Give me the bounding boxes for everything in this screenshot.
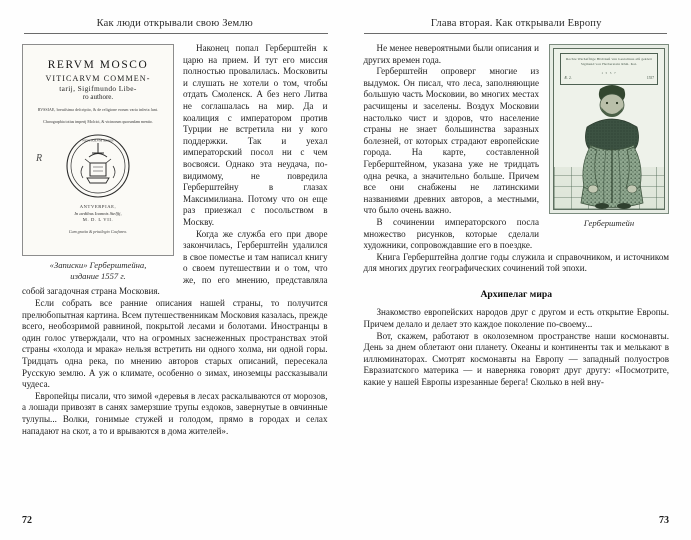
portrait-banner-line-2: Sigmund von Herberstain Röm. Kai.: [580, 61, 638, 66]
portrait-engraving: [549, 44, 669, 214]
svg-text:NON SOLVM ARMIS: NON SOLVM ARMIS: [82, 138, 114, 143]
title-line-4: ro authore.: [82, 92, 114, 101]
margin-mark-letter: R: [36, 153, 43, 164]
paragraph: Наконец попал Герберштейн к царю на прием. И тут его миссия полностью провалилась. Московиты и слушать не хотели о том, чтобы отдать Смоленск. А без него Литва не соглашалась на мир. Да и коалиция с императором против Турции не встретила ни у кого поддержки. Так и уехал императорский посол ни с чем восвояси. Однако эта неудача, по-видимому, не повредила Герберштейну в глазах Максимилиана. Потому что он еще раз приезжал с посольством в Москву.: [183, 43, 328, 227]
figure-caption-left: [22, 260, 174, 281]
title-line-2: VITICARVM COMMEN-: [45, 74, 151, 83]
paragraph: Не менее невероятными были описания и других времен года.: [363, 43, 539, 65]
header-rule-right: [364, 33, 668, 34]
herberstein-figure-illustration: [554, 49, 665, 210]
title-page-engraving: [22, 44, 174, 256]
header-rule-left: [24, 33, 328, 34]
imprint-line-1: ANTVERPIAE,: [79, 204, 117, 210]
right-page: [346, 0, 691, 540]
paragraph: В сочинении императорского посла множество рисунков, которые сделали художники, сопровождавшие его в поездке.: [363, 216, 539, 251]
title-note-1: RVSSIAE, breuiſsima deſcriptio, & de religione eorum varia inſerta ſunt.: [37, 108, 159, 112]
folio-right: 73: [659, 515, 669, 526]
portrait-banner-line-1: Rechte Warhafftige Bildtnuß vnn Gestaltnus alß gekleit: [566, 57, 652, 61]
portrait-banner-date: 1 5 5 7: [601, 71, 617, 76]
figure-caption-left-line2: издание 1557 г.: [70, 270, 126, 281]
section-heading: Архипелаг мира: [480, 288, 552, 300]
figure-caption-right: Герберштейн: [583, 218, 635, 228]
paragraph: Знакомство европейских народов друг с другом и есть открытие Европы. Причем делало и делает это каждое поколение по-своему...: [363, 307, 669, 330]
portrait-side-left-label: Æ. 2.: [564, 76, 572, 80]
folio-left: 72: [22, 515, 32, 526]
figure-herberstein-title-page: [22, 44, 174, 281]
paragraph: Европейцы писали, что зимой «деревья в лесах раскалываются от морозов, а лошади привозят в санях замерзшие трупы ездоков, завернутые в овчинные тулупы... Волки, гонимые стужей и голодом, прямо в городах и селах нападают на скот, а то и врываются в дома жителей».: [22, 390, 328, 436]
figure-herberstein-portrait: [549, 44, 669, 229]
paragraph: Когда же служба его при дворе закончилась, Герберштейн удалился в свое поместье и там написал книгу о своем путешествии и о том, что же, по его мнению, представляла собой загадочная страна Московия.: [22, 228, 328, 297]
paragraph: Вот, скажем, работают в околоземном пространстве наши космонавты. День за днем облетают они планету. Океаны и континенты так и мелькают в иллюминаторах. Смотрят космонавты на Европу — западный полуостров Евразиатского материка — и наверняка говорят друг другу: «Посмотрите, какие у нашей Европы изрезанные берега! Сколько в ней вну-: [363, 330, 669, 388]
running-head-right: Глава вторая. Как открывали Европу: [430, 18, 602, 29]
paragraph: Герберштейн опроверг многие из выдумок. Он писал, что леса, заполняющие большую часть Московии, во многих местах расчищены и заселены. Воздух Московии настолько чист и здоров, что население страны не знает большинства заразных болезней, от которых страдают европейские города. На карте, составленной Герберштейном, указана уже не тридцать одна речка, а значительно больше. Причем все они снабжены не латинскими названиями древних авторов, а местными, что было очень важно.: [363, 66, 539, 216]
left-page-text-column: [22, 43, 328, 437]
printer-emblem-icon: [65, 133, 131, 199]
portrait-side-right-label: 1557: [646, 76, 654, 80]
title-line-1: RERVM MOSCO: [47, 59, 149, 71]
privilege-line: Cum gratia & priuilegio Caeſareo.: [68, 229, 128, 235]
paragraph: Если собрать все ранние описания нашей страны, то получится прелюбопытная картина. Всем путешественникам Московия казалась, прежде всего, необозримой равниной, покрытой лесами и болотами. Иностранцы в один голос утверждали, что на огромных заснеженных пространствах этой страны «холода и мрака» нельзя встретить ни одного холма, ни одной горы. Тридцать одна река, по мнению авторов старых описаний, пересекала Русскую землю. А уж о климате, особенно о зимах, иноземцы рассказывали чудеса.: [22, 298, 328, 390]
title-note-2: Chorographia totius imperij Moſcici, & vicinorum quorundam mentio.: [43, 120, 153, 125]
imprint-line-3: M. D. L VII.: [82, 216, 114, 222]
imprint-line-2: In aedibus Ioannis Stelſij,: [74, 210, 122, 216]
paragraph: Книга Герберштейна долгие годы служила и справочником, и источником для многих других географических сочинений той эпохи.: [363, 251, 669, 274]
title-line-3: tarij, Sigifmundo Libe-: [59, 83, 137, 93]
right-page-text-column: [364, 43, 670, 389]
portrait-inner-frame: [553, 48, 665, 210]
figure-caption-left-line1: «Записки» Герберштейна,: [49, 260, 147, 270]
running-head-left: Как люди открывали свою Землю: [96, 18, 253, 29]
